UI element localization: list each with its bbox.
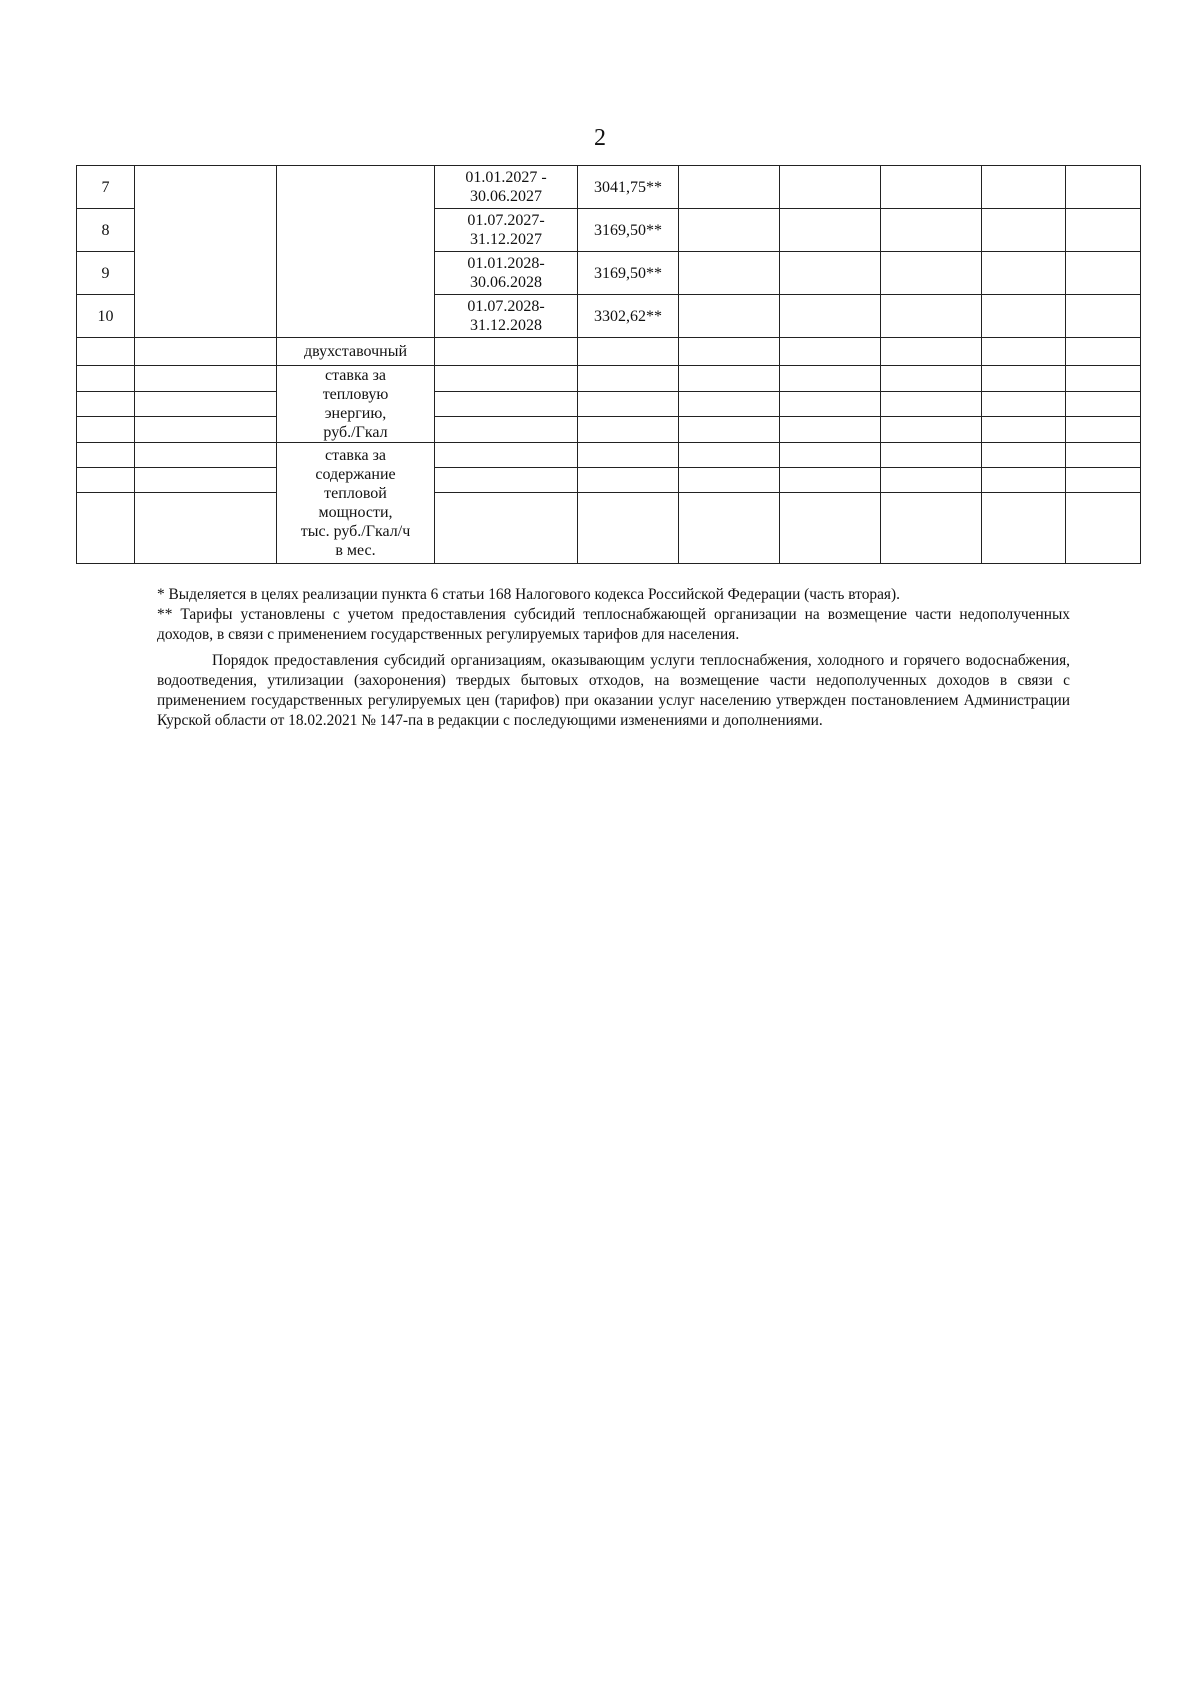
row-number: 10 — [77, 295, 135, 338]
table-row — [77, 443, 1141, 468]
table-row — [77, 166, 1141, 209]
table-row — [77, 366, 1141, 392]
capacity-rate-label: ставка за содержание тепловой мощности, тыс. руб./Гкал/ч в мес. — [277, 443, 435, 564]
tariff-value: 3041,75** — [578, 166, 679, 209]
tariff-table — [76, 165, 1141, 564]
row-number: 7 — [77, 166, 135, 209]
row-number: 9 — [77, 252, 135, 295]
table-row — [77, 493, 1141, 564]
table-row — [77, 468, 1141, 493]
period-dates: 01.07.2027- 31.12.2027 — [435, 209, 578, 252]
footnotes — [157, 585, 1070, 731]
table-row — [77, 417, 1141, 443]
tariff-value: 3302,62** — [578, 295, 679, 338]
table-row — [77, 391, 1141, 417]
merged-cell — [135, 166, 277, 338]
table-row — [77, 338, 1141, 366]
page-number: 2 — [594, 125, 606, 151]
merged-cell — [277, 166, 435, 338]
period-dates: 01.01.2028- 30.06.2028 — [435, 252, 578, 295]
subsidy-procedure-paragraph: Порядок предоставления субсидий организациям, оказывающим услуги теплоснабжения, холодного и горячего водоснабжения, водоотведения, утилизации (захоронения) твердых бытовых отходов, на возмещение части недополученных доходов в связи с применением государственных регулируемых цен (тарифов) при оказании услуг населению утвержден постановлением Администрации Курской области от 18.02.2021 № 147-па в редакции с последующими изменениями и дополнениями. — [157, 652, 1070, 729]
two-part-label: двухставочный — [277, 338, 435, 366]
footnote-vat: * Выделяется в целях реализации пункта 6 статьи 168 Налогового кодекса Российской Федерации (часть вторая). — [157, 586, 900, 603]
tariff-value: 3169,50** — [578, 252, 679, 295]
period-dates: 01.01.2027 - 30.06.2027 — [435, 166, 578, 209]
period-dates: 01.07.2028- 31.12.2028 — [435, 295, 578, 338]
row-number: 8 — [77, 209, 135, 252]
heat-energy-rate-label: ставка за тепловую энергию, руб./Гкал — [277, 366, 435, 443]
footnote-subsidy: ** Тарифы установлены с учетом предоставления субсидий теплоснабжающей организации на возмещение части недополученных доходов, в связи с применением государственных регулируемых тарифов для населения. — [157, 606, 1070, 643]
tariff-value: 3169,50** — [578, 209, 679, 252]
